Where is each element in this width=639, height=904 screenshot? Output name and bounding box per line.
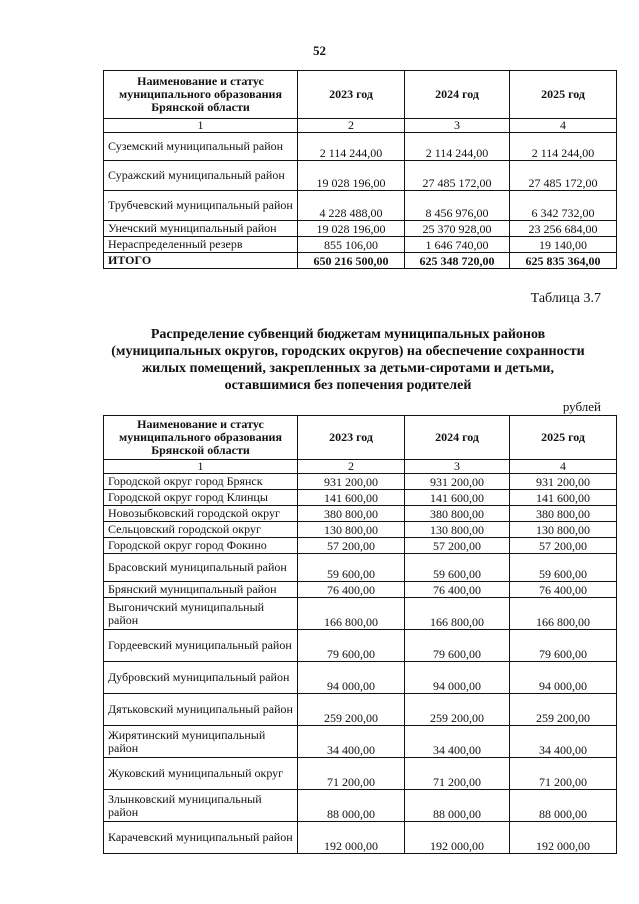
value-2025: 931 200,00	[510, 474, 617, 490]
column-index-cell: 2	[298, 119, 405, 133]
value-2024: 94 000,00	[405, 662, 510, 694]
value-2023: 88 000,00	[298, 790, 405, 822]
table-row	[104, 554, 617, 582]
column-index-cell: 4	[510, 119, 617, 133]
value-2025: 59 600,00	[510, 554, 617, 582]
col-header-2025: 2025 год	[510, 71, 617, 119]
value-2024: 27 485 172,00	[405, 161, 510, 191]
total-2023: 650 216 500,00	[298, 253, 405, 269]
table-row	[104, 161, 617, 191]
table-row	[104, 726, 617, 758]
value-2023: 79 600,00	[298, 630, 405, 662]
value-2024: 88 000,00	[405, 790, 510, 822]
value-2024: 141 600,00	[405, 490, 510, 506]
value-2023: 192 000,00	[298, 822, 405, 854]
municipality-name: Брянский муниципальный район	[104, 582, 298, 598]
col-header-name: Наименование и статус муниципального образования Брянской области	[104, 416, 298, 460]
value-2023: 2 114 244,00	[298, 133, 405, 161]
municipality-name: Городской округ город Клинцы	[104, 490, 298, 506]
value-2024: 59 600,00	[405, 554, 510, 582]
value-2024: 79 600,00	[405, 630, 510, 662]
table-row	[104, 221, 617, 237]
value-2025: 6 342 732,00	[510, 191, 617, 221]
value-2025: 79 600,00	[510, 630, 617, 662]
table-1	[103, 70, 617, 269]
value-2024: 130 800,00	[405, 522, 510, 538]
municipality-name: Брасовский муниципальный район	[104, 554, 298, 582]
table-label: Таблица 3.7	[530, 291, 601, 306]
column-index-cell: 2	[298, 460, 405, 474]
municipality-name: Карачевский муниципальный район	[104, 822, 298, 854]
value-2024: 25 370 928,00	[405, 221, 510, 237]
value-2023: 931 200,00	[298, 474, 405, 490]
value-2025: 192 000,00	[510, 822, 617, 854]
col-header-2025: 2025 год	[510, 416, 617, 460]
column-index-row	[104, 119, 617, 133]
value-2025: 141 600,00	[510, 490, 617, 506]
municipality-name: Суражский муниципальный район	[104, 161, 298, 191]
column-index-cell: 3	[405, 460, 510, 474]
municipality-name: Злынковский муниципальный район	[104, 790, 298, 822]
value-2024: 8 456 976,00	[405, 191, 510, 221]
table-1-header-row	[104, 71, 617, 119]
value-2025: 19 140,00	[510, 237, 617, 253]
value-2025: 34 400,00	[510, 726, 617, 758]
col-header-2023: 2023 год	[298, 416, 405, 460]
table-row	[104, 758, 617, 790]
value-2025: 94 000,00	[510, 662, 617, 694]
municipality-name: Нераспределенный резерв	[104, 237, 298, 253]
col-header-2024: 2024 год	[405, 416, 510, 460]
value-2023: 34 400,00	[298, 726, 405, 758]
column-index-cell: 1	[104, 119, 298, 133]
table-2-header-row	[104, 416, 617, 460]
value-2024: 71 200,00	[405, 758, 510, 790]
value-2025: 71 200,00	[510, 758, 617, 790]
table-row	[104, 582, 617, 598]
table-row	[104, 662, 617, 694]
municipality-name: Дубровский муниципальный район	[104, 662, 298, 694]
value-2024: 2 114 244,00	[405, 133, 510, 161]
value-2024: 166 800,00	[405, 598, 510, 630]
value-2024: 57 200,00	[405, 538, 510, 554]
value-2024: 931 200,00	[405, 474, 510, 490]
value-2023: 4 228 488,00	[298, 191, 405, 221]
units-label: рублей	[562, 399, 601, 414]
table-row	[104, 790, 617, 822]
value-2024: 380 800,00	[405, 506, 510, 522]
column-index-cell: 1	[104, 460, 298, 474]
value-2025: 23 256 684,00	[510, 221, 617, 237]
municipality-name: Унечский муниципальный район	[104, 221, 298, 237]
value-2025: 88 000,00	[510, 790, 617, 822]
value-2023: 19 028 196,00	[298, 161, 405, 191]
municipality-name: Сельцовский городской округ	[104, 522, 298, 538]
municipality-name: Трубчевский муниципальный район	[104, 191, 298, 221]
value-2025: 130 800,00	[510, 522, 617, 538]
value-2024: 1 646 740,00	[405, 237, 510, 253]
value-2023: 57 200,00	[298, 538, 405, 554]
value-2024: 76 400,00	[405, 582, 510, 598]
col-header-2024: 2024 год	[405, 71, 510, 119]
value-2023: 94 000,00	[298, 662, 405, 694]
table-row	[104, 191, 617, 221]
value-2025: 259 200,00	[510, 694, 617, 726]
table-2	[103, 415, 617, 854]
value-2025: 76 400,00	[510, 582, 617, 598]
table-row	[104, 538, 617, 554]
total-2024: 625 348 720,00	[405, 253, 510, 269]
municipality-name: Жирятинский муниципальный район	[104, 726, 298, 758]
value-2023: 59 600,00	[298, 554, 405, 582]
table-row	[104, 822, 617, 854]
municipality-name: Гордеевский муниципальный район	[104, 630, 298, 662]
value-2023: 141 600,00	[298, 490, 405, 506]
value-2023: 855 106,00	[298, 237, 405, 253]
value-2023: 166 800,00	[298, 598, 405, 630]
table-row	[104, 694, 617, 726]
column-index-cell: 4	[510, 460, 617, 474]
value-2025: 27 485 172,00	[510, 161, 617, 191]
page-number: 52	[313, 43, 326, 58]
municipality-name: Городской округ город Фокино	[104, 538, 298, 554]
value-2023: 19 028 196,00	[298, 221, 405, 237]
value-2025: 57 200,00	[510, 538, 617, 554]
value-2025: 380 800,00	[510, 506, 617, 522]
total-row	[104, 253, 617, 269]
municipality-name: Выгоничский муниципальный район	[104, 598, 298, 630]
value-2023: 130 800,00	[298, 522, 405, 538]
municipality-name: Дятьковский муниципальный район	[104, 694, 298, 726]
table-row	[104, 598, 617, 630]
value-2025: 2 114 244,00	[510, 133, 617, 161]
table-row	[104, 474, 617, 490]
municipality-name: Суземский муниципальный район	[104, 133, 298, 161]
table-row	[104, 522, 617, 538]
table-row	[104, 490, 617, 506]
value-2025: 166 800,00	[510, 598, 617, 630]
value-2023: 380 800,00	[298, 506, 405, 522]
municipality-name: Новозыбковский городской округ	[104, 506, 298, 522]
column-index-cell: 3	[405, 119, 510, 133]
value-2023: 71 200,00	[298, 758, 405, 790]
table-row	[104, 506, 617, 522]
value-2024: 192 000,00	[405, 822, 510, 854]
table-row	[104, 237, 617, 253]
total-label: ИТОГО	[104, 253, 298, 269]
section-heading: Распределение субвенций бюджетам муниципальных районов (муниципальных округов, городских округов) на обеспечение сохранности жилых помещений, закрепленных за детьми-сиротами и детьми, оставшимися без попечения родителей	[111, 327, 585, 393]
total-2025: 625 835 364,00	[510, 253, 617, 269]
table-row	[104, 133, 617, 161]
value-2024: 259 200,00	[405, 694, 510, 726]
table-row	[104, 630, 617, 662]
value-2024: 34 400,00	[405, 726, 510, 758]
column-index-row	[104, 460, 617, 474]
col-header-name: Наименование и статус муниципального образования Брянской области	[104, 71, 298, 119]
value-2023: 76 400,00	[298, 582, 405, 598]
value-2023: 259 200,00	[298, 694, 405, 726]
municipality-name: Жуковский муниципальный округ	[104, 758, 298, 790]
municipality-name: Городской округ город Брянск	[104, 474, 298, 490]
col-header-2023: 2023 год	[298, 71, 405, 119]
